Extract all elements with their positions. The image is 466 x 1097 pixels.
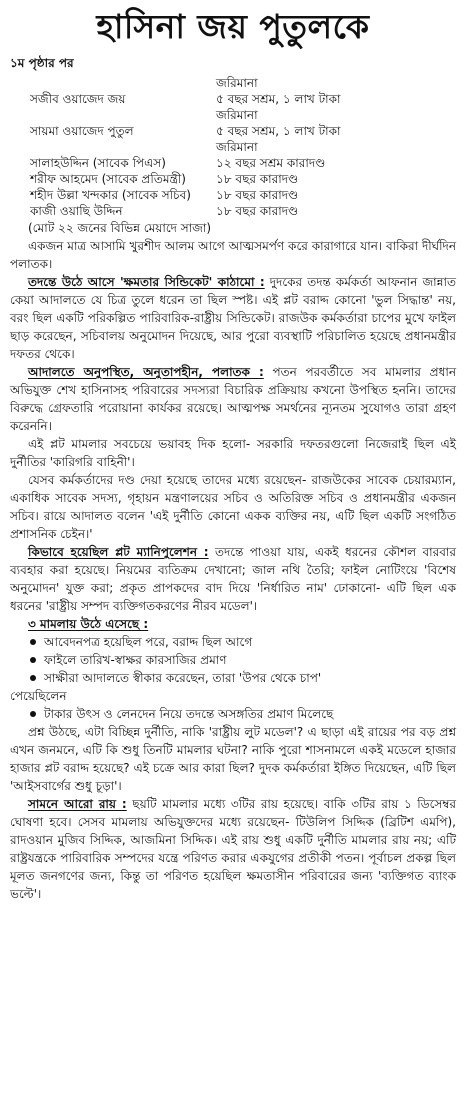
list-item-text: ফাইলে তারিখ-স্বাক্ষর কারসাজির প্রমাণ [44, 653, 227, 667]
list-item-text: আবেদনপত্র হয়েছিল পরে, বরাদ্দ ছিল আগে [44, 635, 253, 649]
technical-force-paragraph: এই প্লট মামলার সবচেয়ে ভয়াবহ দিক হলো- সরকারি দফতরগুলো নিজেরাই ছিল এই দুর্নীতির 'কারিগরি বাহিনী'। [10, 437, 456, 469]
syndicate-paragraph [10, 273, 456, 363]
convict-penalty: ১২ বছর সশ্রম কারাদণ্ড [216, 156, 326, 170]
convict-penalty: ১৮ বছর কারাদণ্ড [216, 172, 299, 186]
three-cases-subhead: ৩ মামলায় উঠে এসেছে : [28, 617, 149, 631]
surrender-paragraph: একজন মাত্র আসামি খুরশীদ আলম আগে আত্মসমর্পণ করে কারাগারে যান। বাকিরা দীর্ঘদিন পলাতক। [10, 239, 456, 271]
sentence-fine-row [10, 75, 456, 91]
fine-label: জরিমানা [216, 140, 258, 154]
list-item [10, 705, 456, 723]
bullet-icon [30, 711, 36, 717]
convict-penalty: ৫ বছর সশ্রম, ১ লাখ টাকা [216, 92, 341, 106]
sentence-row [10, 91, 456, 107]
bullet-icon [30, 639, 36, 645]
list-item-text: পেয়েছিলেন [10, 689, 67, 703]
list-item-text: সাক্ষীরা আদালতে স্বীকার করেছেন, তারা 'উপর থেকে চাপ' [44, 671, 322, 685]
manipulation-text: তদন্তে পাওয়া যায়, একই ধরনের কৌশল বারবার ব্যবহার করা হয়েছে। নিয়মের ব্যতিক্রম দেখানো; জাল নথি তৈরি; ফাইল নোটিংয়ে 'বিশেষ অনুমোদন' যুক্ত করা; প্রকৃত প্রাপকদের বাদ দিয়ে 'নির্ধারিত নাম' ঢোকানো- এটি ছিল এক ধরনের 'রাষ্ট্রীয় সম্পদ ব্যক্তিগতকরণের নীরব মডেল'। [10, 545, 456, 613]
more-verdicts-subhead: সামনে আরো রায় : [28, 797, 127, 811]
sentence-row [10, 203, 456, 219]
convict-name: শহীদ উল্লা খন্দকার (সাবেক সচিব) [30, 188, 191, 202]
article-headline: হাসিনা জয় পুতুলকে [96, 7, 370, 46]
convicted-officials-paragraph: যেসব কর্মকর্তাদের দণ্ড দেয়া হয়েছে তাদের মধ্যে রয়েছেন- রাজউকের সাবেক চেয়ারম্যান, একাধিক সাবেক সদস্য, গৃহায়ন মন্ত্রণালয়ের সচিব ও অতিরিক্ত সচিব ও প্রধানমন্ত্রীর একজন সচিব। রায়ে আদালত বলেন 'এই দুর্নীতি কোনো একক ব্যক্তির নয়, এটি ছিল একটি সংগঠিত প্রশাসনিক চেইন।' [10, 473, 456, 541]
convict-name: কাজী ওয়াছি উদ্দিন [30, 204, 123, 218]
sentence-fine-row [10, 139, 456, 155]
more-verdicts-text: ছয়টি মামলার মধ্যে ৩টির রায় হয়েছে। বাকি ৩টির রায় ১ ডিসেম্বর ঘোষণা হবে। সেসব মামলায় অভিযুক্তদের মধ্যে রয়েছেন- টিউলিপ সিদ্দিক (ব্রিটিশ এমপি), রাদওয়ান মুজিব সিদ্দিক, আজমিনা সিদ্দিক। এই রায় শুধু একটি দুর্নীতি মামলার রায় নয়; এটি রাষ্ট্রযন্ত্রকে পারিবারিক সম্পদের যন্ত্রে পরিণত করার একযুগের প্রতীকী পতন। পূর্বাচল প্রকল্প ছিল মূলত জনগণের জন্য, কিন্তু তা পরিণত হয়েছিল ক্ষমতাসীন পরিবারের জন্য 'ব্যক্তিগত ব্যাংক ভল্টে'। [10, 797, 456, 901]
convict-penalty: ১৮ বছর কারাদণ্ড [216, 188, 299, 202]
absent-subhead: আদালতে অনুপস্থিত, অনুতাপহীন, পলাতক : [28, 365, 264, 379]
sentence-row [10, 123, 456, 139]
convict-name: সালাহউদ্দিন (সাবেক পিএস) [30, 156, 166, 170]
syndicate-subhead: তদন্তে উঠে আসে 'ক্ষমতার সিন্ডিকেট' কাঠামো : [28, 275, 265, 289]
list-item-continuation [10, 687, 456, 705]
sentence-row [10, 171, 456, 187]
bullet-icon [30, 675, 36, 681]
bullet-icon [30, 657, 36, 663]
convict-penalty: ১৮ বছর কারাদণ্ড [216, 204, 299, 218]
total-sentence-note: (মোট ২২ জনের বিভিন্ন মেয়াদে সাজা) [28, 221, 212, 235]
convict-penalty: ৫ বছর সশ্রম, ১ লাখ টাকা [216, 124, 341, 138]
sentence-row [10, 187, 456, 203]
fine-label: জরিমানা [216, 76, 258, 90]
sentence-row [10, 155, 456, 171]
three-cases-list [10, 633, 456, 723]
syndicate-text: দুদকের তদন্ত কর্মকর্তা আফনান জান্নাত কেয়া আদালতে যে চিত্র তুলে ধরেন তা ছিল স্পষ্ট। এই প্লট বরাদ্দ কোনো 'ভুল সিদ্ধান্ত' নয়, বরং ছিল একটি পরিকল্পিত পারিবারিক-রাষ্ট্রীয় সিন্ডিকেট। রাজউক কর্মকর্তারা চাপের মুখে ফাইল ছাড় করেছেন, সচিবালয় অনুমোদন দিয়েছে, আর পুরো ব্যবস্থাটি পরিচালিত হয়েছে প্রধানমন্ত্রীর দফতর থেকে। [10, 275, 456, 361]
question-paragraph: প্রশ্ন উঠছে, এটা বিচ্ছিন্ন দুর্নীতি, নাকি 'রাষ্ট্রীয় লুট মডেল'? এ ছাড়া এই রায়ের পর বড় প্রশ্ন এখন জনমনে, এটি কি শুধু তিনটি মামলার ঘটনা? নাকি পুরো শাসনামলে একই মডেলে হাজার হাজার প্লট বরাদ্দ হয়েছে? এই চক্রে আর কারা ছিল? দুদক কর্মকর্তারা ইঙ্গিত দিয়েছেন, এটি ছিল 'আইসবার্গের শুধু চূড়া'। [10, 725, 456, 793]
convict-name: সায়মা ওয়াজেদ পুতুল [30, 124, 134, 138]
convict-name: শরীফ আহমেদ (সাবেক প্রতিমন্ত্রী) [30, 172, 186, 186]
sentence-fine-row [10, 107, 456, 123]
continued-from-label: ১ম পৃষ্ঠার পর [10, 56, 74, 70]
list-item [10, 633, 456, 651]
fine-label: জরিমানা [216, 108, 258, 122]
list-item [10, 651, 456, 669]
list-item [10, 669, 456, 687]
list-item-text: টাকার উৎস ও লেনদেন নিয়ে তদন্তে অসঙ্গতির প্রমাণ মিলেছে [44, 707, 334, 721]
convict-name: সজীব ওয়াজেদ জয় [30, 92, 126, 106]
manipulation-paragraph [10, 543, 456, 615]
manipulation-subhead: কিভাবে হয়েছিল প্লট ম্যানিপুলেশন : [28, 545, 209, 559]
absent-text: পতন পরবর্তীতে সব মামলার প্রধান অভিযুক্ত শেখ হাসিনাসহ পরিবারের সদস্যরা বিচারিক প্রক্রিয়ায় কখনো উপস্থিত হননি। তাদের বিরুদ্ধে গ্রেফতারি পরোয়ানা কার্যকর রয়েছে। আত্মপক্ষ সমর্থনের ন্যূনতম সুযোগও তারা গ্রহণ করেননি। [10, 365, 456, 433]
sentence-table [10, 75, 456, 219]
absent-paragraph [10, 363, 456, 435]
more-verdicts-paragraph [10, 795, 456, 903]
